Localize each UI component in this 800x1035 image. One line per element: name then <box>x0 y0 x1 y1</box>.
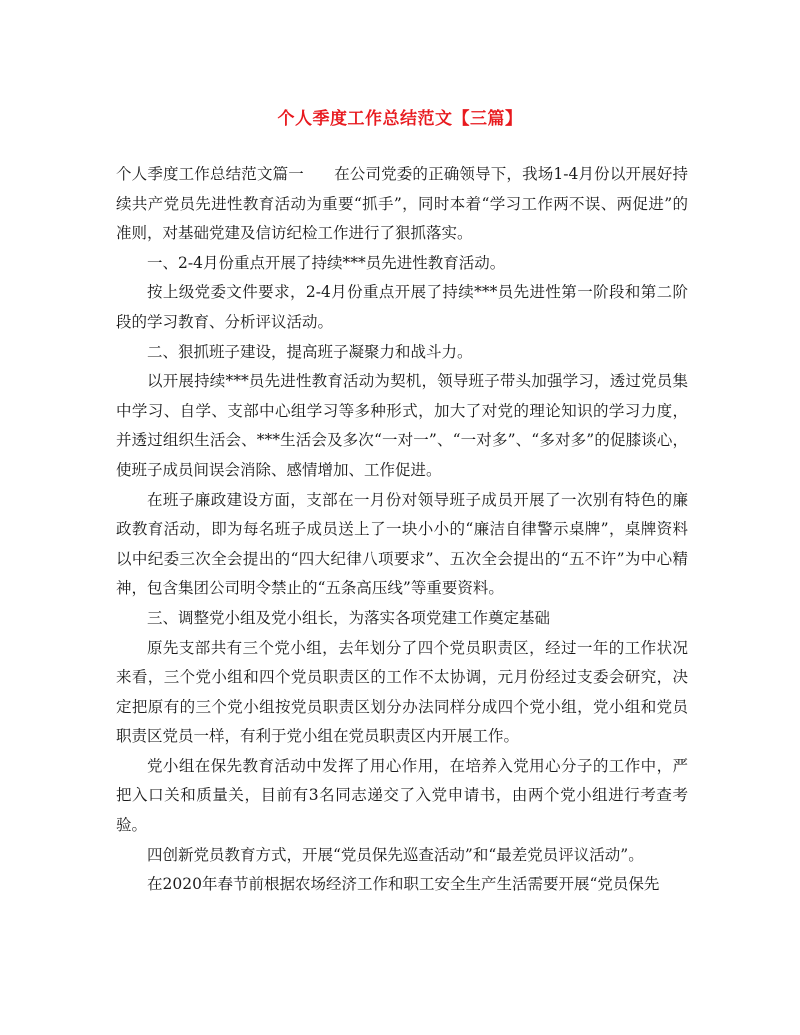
section-heading-2: 二、狠抓班子建设，提高班子凝聚力和战斗力。 <box>147 342 473 361</box>
section-heading-4: 四创新党员教育方式，开展“党员保先巡查活动”和“最差党员评议活动”。 <box>147 845 644 864</box>
section-heading-1: 一、2-4月份重点开展了持续***员先进性教育活动。 <box>147 253 506 272</box>
paragraph: 按上级党委文件要求，2-4月份重点开展了持续***员先进性第一阶段和第二阶段的学习教育、分析评议活动。 <box>116 283 688 331</box>
paragraph: 以开展持续***员先进性教育活动为契机，领导班子带头加强学习，透过党员集中学习、自学、支部中心组学习等多种形式，加大了对党的理论知识的学习力度，并透过组织生活会、***生活会及多次“一对一”、“一对多”、“多对多”的促膝谈心，使班子成员间误会消除、感情增加、工作促进。 <box>116 372 689 479</box>
section-heading-3: 三、调整党小组及党小组长，为落实各项党建工作奠定基础 <box>147 608 551 627</box>
document-body <box>116 160 688 900</box>
opening-text: 在公司党委的正确领导下，我场1-4月份以开展好持续共产党员先进性教育活动为重要“抓手”，同时本着“学习工作两不误、两促进”的准则，对基础党建及信访纪检工作进行了狠抓落实。 <box>116 165 688 243</box>
paragraph: 在班子廉政建设方面，支部在一月份对领导班子成员开展了一次别有特色的廉政教育活动，即为每名班子成员送上了一块小小的“廉洁自律警示桌牌”，桌牌资料以中纪委三次全会提出的“四大纪律八项要求”、五次全会提出的“五不许”为中心精神，包含集团公司明令禁止的“五条高压线”等重要资料。 <box>116 490 688 598</box>
opening-paragraph <box>116 160 688 249</box>
paragraph: 在2020年春节前根据农场经济工作和职工安全生产生活需要开展“党员保先 <box>147 875 660 894</box>
paragraph: 党小组在保先教育活动中发挥了用心作用，在培养入党用心分子的工作中，严把入口关和质量关，目前有3名同志递交了入党申请书，由两个党小组进行考查考验。 <box>116 756 688 835</box>
document-title: 个人季度工作总结范文【三篇】 <box>277 109 523 129</box>
paragraph: 原先支部共有三个党小组，去年划分了四个党员职责区，经过一年的工作状况来看，三个党小组和四个党员职责区的工作不太协调，元月份经过支委会研究，决定把原有的三个党小组按党员职责区划分办法同样分成四个党小组，党小组和党员职责区党员一样，有利于党小组在党员职责区内开展工作。 <box>116 638 688 746</box>
opening-label: 个人季度工作总结范文篇一 <box>116 165 304 183</box>
